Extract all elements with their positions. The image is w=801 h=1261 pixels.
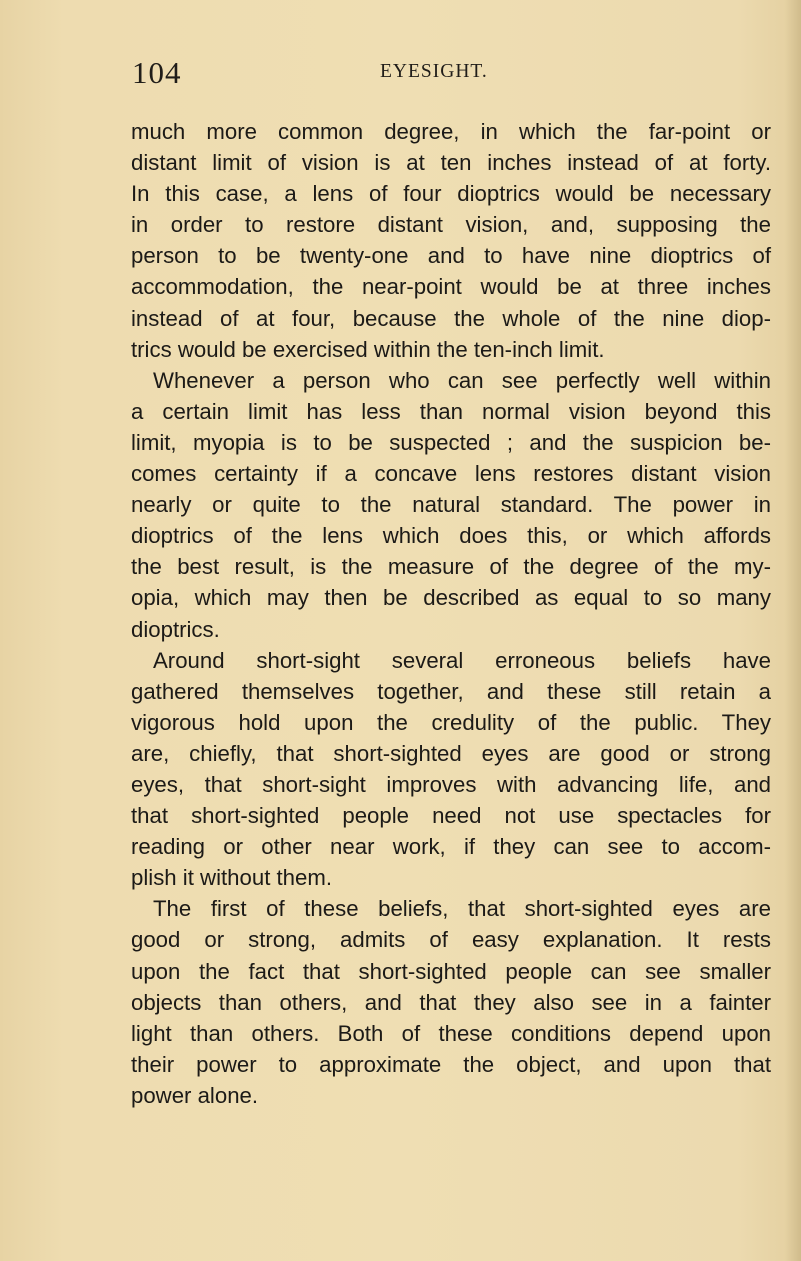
text-line: eyes, that short-sight improves with advancing life, and: [131, 771, 771, 797]
text-line: are, chiefly, that short-sighted eyes are good or strong: [131, 740, 771, 766]
text-line: dioptrics.: [131, 616, 220, 642]
running-head: EYESIGHT.: [380, 61, 488, 82]
text-line: gathered themselves together, and these still retain a: [131, 678, 771, 704]
text-line: a certain limit has less than normal vision beyond this: [131, 398, 771, 424]
text-line: In this case, a lens of four dioptrics would be necessary: [131, 181, 771, 207]
page-header: [0, 52, 801, 92]
text-line: trics would be exercised within the ten-inch limit.: [131, 336, 605, 362]
page-edge-shadow: [785, 0, 801, 1261]
text-line: comes certainty if a concave lens restores distant vision: [131, 461, 771, 487]
text-line: good or strong, admits of easy explanation. It rests: [131, 927, 771, 953]
paragraph-first-line: Whenever a person who can see perfectly well within: [153, 367, 771, 393]
page-number: 104: [132, 55, 182, 90]
text-line: in order to restore distant vision, and, supposing the: [131, 212, 771, 238]
text-line: opia, which may then be described as equal to so many: [131, 585, 771, 611]
text-line: the best result, is the measure of the degree of the my-: [131, 554, 771, 580]
text-line: that short-sighted people need not use spectacles for: [131, 803, 771, 829]
text-line: their power to approximate the object, and upon that: [131, 1051, 771, 1077]
text-line: distant limit of vision is at ten inches instead of at forty.: [131, 150, 771, 176]
text-line: limit, myopia is to be suspected ; and the suspicion be-: [131, 429, 771, 455]
text-line: nearly or quite to the natural standard. The power in: [131, 492, 771, 518]
text-line: plish it without them.: [131, 865, 333, 891]
text-line: reading or other near work, if they can see to accom-: [131, 834, 771, 860]
text-line: instead of at four, because the whole of the nine diop-: [131, 305, 771, 331]
text-line: upon the fact that short-sighted people can see smaller: [131, 958, 771, 984]
text-line: power alone.: [131, 1082, 259, 1108]
text-line: person to be twenty-one and to have nine dioptrics of: [131, 243, 771, 269]
text-line: much more common degree, in which the far-point or: [131, 119, 771, 144]
text-line: vigorous hold upon the credulity of the public. They: [131, 709, 771, 735]
paragraph-first-line: Around short-sight several erroneous beliefs have: [153, 647, 771, 673]
text-line: accommodation, the near-point would be at three inches: [131, 274, 771, 300]
body-text: [131, 116, 771, 1111]
text-line: light than others. Both of these conditions depend upon: [131, 1020, 771, 1046]
paragraph-first-line: The first of these beliefs, that short-sighted eyes are: [153, 896, 771, 922]
text-line: objects than others, and that they also see in a fainter: [131, 989, 771, 1015]
text-line: dioptrics of the lens which does this, or which affords: [131, 523, 771, 549]
